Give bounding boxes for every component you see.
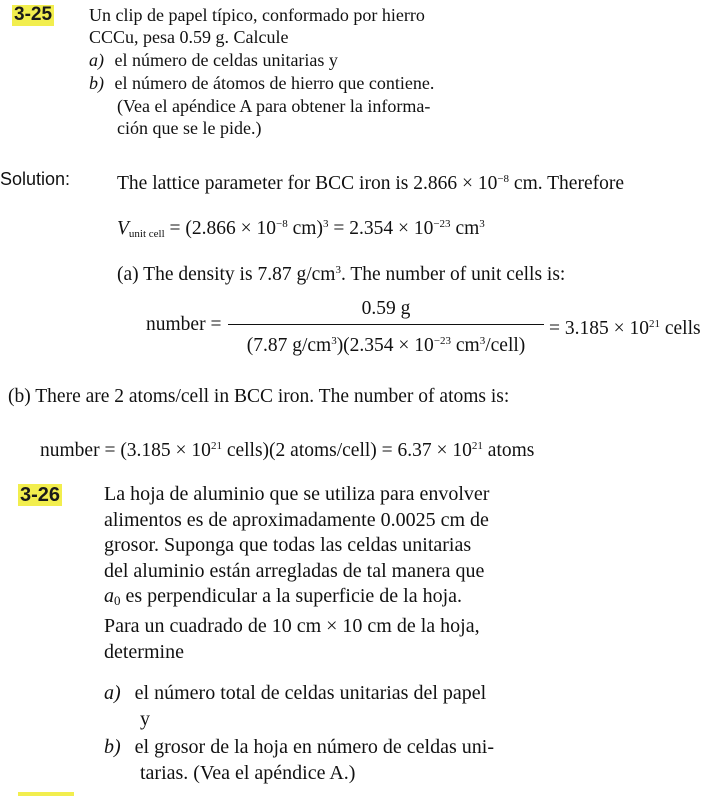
- eq-part: atoms: [482, 440, 535, 461]
- rhs-part: = 3.185 × 10: [549, 318, 649, 339]
- eq1-denominator: [228, 330, 544, 358]
- solution-intro: [117, 168, 624, 196]
- problem-number-3-25: 3-25: [14, 4, 53, 25]
- eq-part: cm): [287, 218, 323, 239]
- problem-3-25-item-b: [89, 72, 434, 94]
- exponent: 21: [210, 440, 222, 452]
- statement-line: alimentos es de aproximadamente 0.0025 cm de: [104, 508, 489, 531]
- item-letter: b): [89, 73, 104, 93]
- exponent: −8: [497, 173, 510, 185]
- solution-label: Solution:: [0, 169, 71, 189]
- unit-cell-volume-equation: [117, 213, 485, 247]
- problem-3-25-note: [117, 95, 430, 140]
- den-part: )(2.354 × 10: [336, 335, 434, 356]
- item-text: el grosor de la hoja en número de celdas uni-: [134, 736, 494, 758]
- rhs-tail: cells: [660, 318, 701, 339]
- statement-line: Un clip de papel típico, conformado por hierro: [89, 5, 425, 25]
- statement-line: [104, 584, 489, 614]
- eq-part: number = (3.185 × 10: [40, 440, 211, 461]
- problem-3-26-item-b: [104, 735, 494, 786]
- exponent: 3: [479, 218, 485, 230]
- exponent: 3: [322, 218, 329, 230]
- lattice-subscript: 0: [114, 593, 121, 609]
- lattice-symbol: a: [104, 585, 114, 608]
- exponent: 21: [471, 440, 483, 452]
- problem-3-26-item-a: [104, 681, 486, 732]
- den-part: (7.87 g/cm: [246, 335, 332, 356]
- exponent: −23: [433, 218, 451, 230]
- eq2-atoms: [40, 435, 534, 463]
- statement-line: CCCu, pesa 0.59 g. Calcule: [89, 27, 289, 48]
- problem-number-3-26: 3-26: [20, 484, 61, 506]
- den-part: cm: [451, 335, 480, 356]
- exponent: 3: [335, 264, 341, 276]
- statement-line: La hoja de aluminio que se utiliza para envolver: [104, 483, 490, 505]
- exponent: 3: [479, 335, 486, 347]
- fraction-bar: [228, 324, 544, 325]
- exponent: 3: [331, 335, 337, 347]
- intro-text: The lattice parameter for BCC iron is 2.866 × 10: [117, 173, 498, 194]
- part-b-text: (b) There are 2 atoms/cell in BCC iron. The number of atoms is:: [8, 386, 510, 407]
- part-a-tail: . The number of unit cells is:: [340, 264, 566, 285]
- note-line: (Vea el apéndice A para obtener la informa-: [117, 96, 431, 116]
- eq1-lhs: number =: [146, 314, 222, 335]
- item-letter: b): [104, 736, 121, 758]
- eq1-rhs: [549, 313, 701, 341]
- eq-part: = (2.866 × 10: [164, 218, 277, 239]
- volume-symbol: V: [117, 218, 129, 239]
- exponent: −23: [433, 335, 452, 347]
- intro-tail: cm. Therefore: [509, 173, 624, 194]
- note-line: ción que se le pide.): [117, 118, 262, 139]
- item-continuation: tarias. (Vea el apéndice A.): [140, 761, 356, 784]
- line-text: es perpendicular a la superficie de la hoja.: [120, 585, 463, 608]
- den-part: /cell): [485, 335, 526, 356]
- part-a-text: [117, 259, 565, 287]
- item-text: el número de celdas unitarias y: [114, 50, 338, 70]
- item-text: el número total de celdas unitarias del papel: [134, 682, 487, 704]
- problem-3-26-statement: [104, 482, 489, 665]
- problem-3-25-item-a: [89, 49, 338, 71]
- eq-part: = 2.354 × 10: [328, 218, 434, 239]
- exponent: −8: [276, 218, 288, 230]
- problem-3-25-statement: [89, 4, 425, 49]
- item-letter: a): [89, 50, 104, 70]
- statement-line: determine: [104, 640, 184, 663]
- item-letter: a): [104, 682, 121, 704]
- next-problem-highlight: [18, 792, 74, 796]
- eq-part: cm: [450, 218, 480, 239]
- volume-subscript: unit cell: [128, 228, 165, 240]
- statement-line: grosor. Suponga que todas las celdas unitarias: [104, 534, 472, 557]
- eq1-numerator: 0.59 g: [361, 298, 411, 319]
- item-continuation: y: [140, 707, 150, 730]
- statement-line: Para un cuadrado de 10 cm × 10 cm de la hoja,: [104, 614, 480, 637]
- part-a-intro: (a) The density is 7.87 g/cm: [117, 264, 336, 285]
- eq-part: cells)(2 atoms/cell) = 6.37 × 10: [221, 440, 472, 461]
- statement-line: del aluminio están arregladas de tal manera que: [104, 559, 485, 582]
- item-text: el número de átomos de hierro que contiene.: [114, 73, 435, 93]
- exponent: 21: [649, 318, 660, 330]
